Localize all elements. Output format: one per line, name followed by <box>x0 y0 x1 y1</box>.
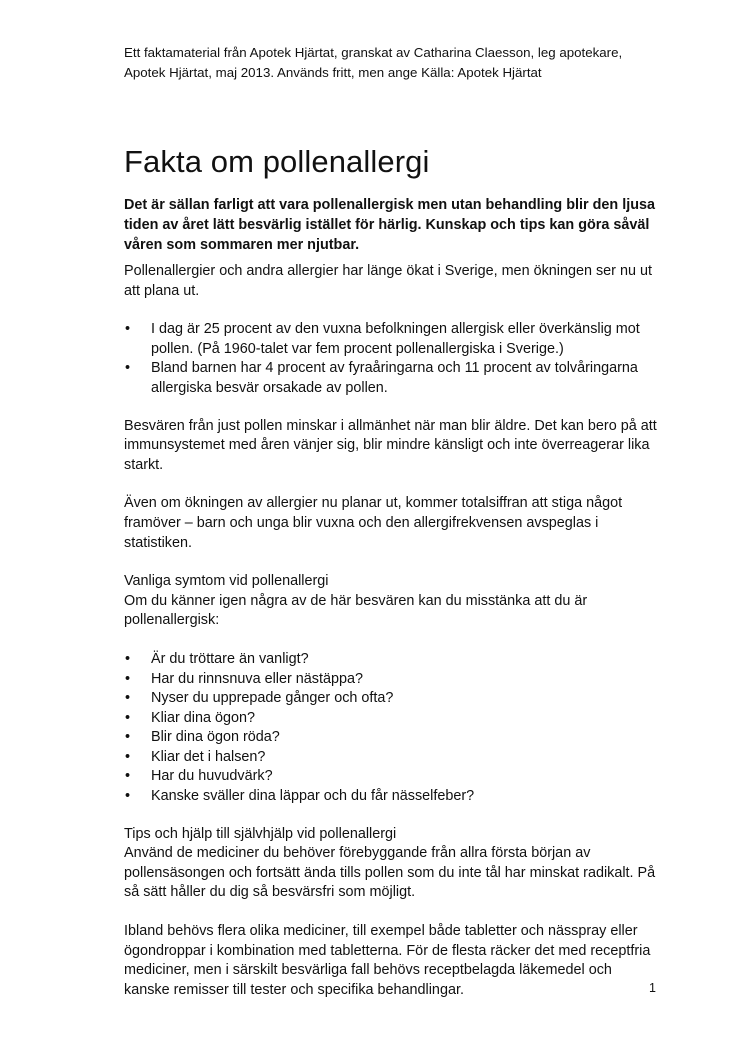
list-item: • Har du rinnsnuva eller nästäppa? <box>124 670 659 690</box>
list-item: • Är du tröttare än vanligt? <box>124 650 659 670</box>
stats-list <box>124 320 659 398</box>
list-item: • Nyser du upprepade gånger och ofta? <box>124 689 659 709</box>
page-number: 1 <box>649 981 656 995</box>
list-item: • Har du huvudvärk? <box>124 767 659 787</box>
document-header <box>124 43 664 83</box>
paragraph-symptoms-intro: Om du känner igen några av de här besvären kan du misstänka att du är pollenallergisk: <box>124 592 588 629</box>
paragraph-trend: Även om ökningen av allergier nu planar ut, kommer totalsiffran att stiga något framöver – barn och unga blir vuxna och den allergifrekvensen avspeglas i statistiken. <box>124 495 623 551</box>
lead-paragraph: Det är sällan farligt att vara pollenallergisk men utan behandling blir den ljusa tiden av året lätt besvärlig istället för härlig. Kunskap och tips kan göra såväl våren som sommaren mer njutbar. <box>124 197 655 253</box>
body-text <box>124 262 659 1019</box>
heading-tips: Tips och hjälp till självhjälp vid pollenallergi <box>124 825 397 842</box>
heading-symptoms: Vanliga symtom vid pollenallergi <box>124 573 329 590</box>
list-item: • Blir dina ögon röda? <box>124 728 659 748</box>
symptoms-list <box>124 650 659 807</box>
list-item: • Bland barnen har 4 procent av fyraåringarna och 11 procent av tolvåringarna allergiska besvär orsakade av pollen. <box>124 359 659 398</box>
header-line-1: Ett faktamaterial från Apotek Hjärtat, granskat av Catharina Claesson, leg apotekare, <box>124 45 623 60</box>
list-item: • Kanske sväller dina läppar och du får nässelfeber? <box>124 787 659 807</box>
paragraph-tips: Använd de mediciner du behöver förebyggande från allra första början av pollensäsongen och fortsätt ända tills pollen som du inte tål har minskat radikalt. På så sätt håller du dig så besvärsfri som möjligt. <box>124 845 656 901</box>
list-item: • I dag är 25 procent av den vuxna befolkningen allergisk eller överkänslig mot pollen. (På 1960-talet var fem procent pollenallergiska i Sverige.) <box>124 320 659 359</box>
list-item: • Kliar dina ögon? <box>124 709 659 729</box>
paragraph-intro: Pollenallergier och andra allergier har länge ökat i Sverige, men ökningen ser nu ut att plana ut. <box>124 263 652 299</box>
list-item: • Kliar det i halsen? <box>124 748 659 768</box>
page-title: Fakta om pollenallergi <box>124 144 430 179</box>
paragraph-age: Besvären från just pollen minskar i allmänhet när man blir äldre. Det kan bero på att immunsystemet med åren vänjer sig, blir mindre känsligt och inte överreagerar lika starkt. <box>124 417 657 473</box>
header-line-2: Apotek Hjärtat, maj 2013. Används fritt, men ange Källa: Apotek Hjärtat <box>124 65 542 80</box>
paragraph-medicines: Ibland behövs flera olika mediciner, till exempel både tabletter och nässpray eller ögondroppar i kombination med tabletterna. För de flesta räcker det med receptfria mediciner, men i särskilt besvärliga fall behövs receptbelagda läkemedel och kanske remisser till tester och specifika behandlingar. <box>124 923 651 998</box>
